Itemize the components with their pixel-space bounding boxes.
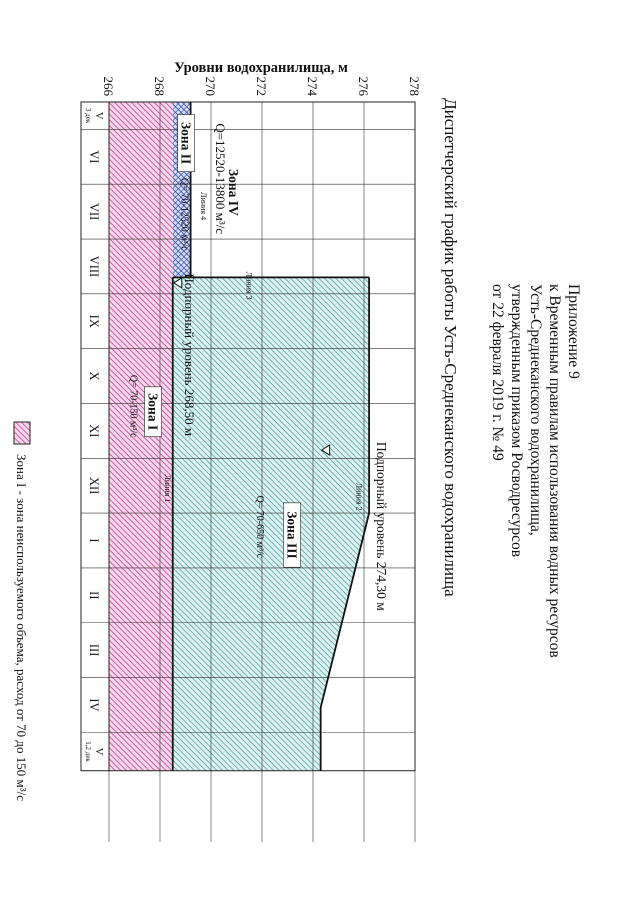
appendix-line-3: утвержденным приказом Росводресурсов: [508, 284, 525, 558]
x-tick-label: III: [87, 643, 101, 657]
appendix-number: Приложение 9: [565, 284, 582, 379]
chart-annotation: Зона IV: [225, 169, 241, 216]
chart-annotation: Q= 70-650 м³/с: [253, 495, 265, 559]
chart-annotation: Линия 3: [244, 271, 254, 300]
x-tick-label: VII: [87, 202, 101, 221]
chart-annotation: Линия 2: [354, 482, 364, 511]
x-tick-label: XI: [87, 424, 101, 438]
x-tick-label: XII: [87, 477, 101, 495]
appendix-line-1: к Временным правилам использования водных ресурсов: [546, 284, 563, 658]
chart-annotation: Линия 4: [198, 192, 208, 221]
y-tick-label: 272: [254, 76, 269, 96]
appendix-line-4: от 22 февраля 2019 г. № 49: [489, 284, 506, 461]
chart-annotation: Зона III: [284, 511, 300, 559]
y-tick-label: 276: [356, 76, 371, 96]
y-axis-label: Уровни водохранилища, м: [174, 60, 348, 76]
x-tick-sublabel: 3 дек: [84, 108, 92, 124]
x-tick-label: VIII: [87, 255, 101, 278]
x-tick-label: X: [87, 371, 101, 381]
chart-annotation: Зона I: [145, 393, 161, 431]
chart-annotation: Q=12520-13800 м³/с: [213, 123, 229, 235]
appendix-line-2: Усть-Среднеканского водохранилища,: [527, 284, 544, 536]
x-tick-label: VI: [87, 150, 101, 164]
chart-legend: [0, 422, 30, 905]
x-tick-label: IV: [87, 698, 101, 712]
x-tick-sublabel: 1,2 дек: [84, 741, 92, 762]
chart-annotation: Линия 1: [163, 474, 173, 503]
legend-swatch-1: [14, 422, 30, 444]
level-label-268: Подпорный уровень 268,50 м: [181, 273, 197, 437]
dispatch-chart: [81, 77, 422, 843]
y-tick-label: 270: [203, 76, 218, 96]
chart-annotation: Q= 70-12520 м³/с: [178, 178, 190, 251]
x-tick-label: V: [93, 111, 104, 120]
y-tick-label: 268: [152, 76, 167, 96]
y-tick-label: 278: [407, 76, 422, 96]
chart-annotation: Q= 70-150 м³/с: [127, 374, 139, 438]
level-label-274: Подпорный уровень 274,30 м: [374, 441, 390, 611]
y-tick-label: 274: [305, 76, 320, 96]
x-tick-label: I: [87, 538, 101, 543]
zone-area-3: [173, 277, 369, 770]
legend-label-1: Зона I - зона неиспользуемого объема, расход от 70 до 150 м³/с: [14, 454, 29, 801]
chart-title: Диспетчерский график работы Усть-Среднеканского водохранилища: [441, 98, 460, 597]
x-tick-label: V: [93, 747, 104, 756]
chart-annotation: Зона II: [178, 121, 194, 165]
zone-area-1: [109, 102, 173, 771]
appendix-header: [489, 284, 582, 658]
y-tick-label: 266: [101, 76, 116, 96]
x-tick-label: II: [87, 591, 101, 600]
x-tick-label: IX: [87, 314, 101, 328]
